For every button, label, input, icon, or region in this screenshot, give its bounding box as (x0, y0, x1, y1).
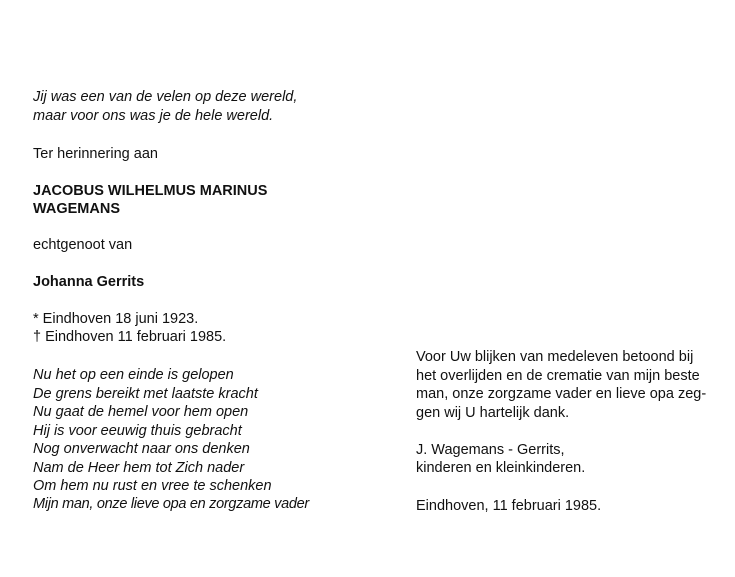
family-line-2: kinderen en kleinkinderen. (416, 460, 586, 476)
poem-line-4: Hij is voor eeuwig thuis gebracht (33, 423, 242, 439)
place-date: Eindhoven, 11 februari 1985. (416, 498, 602, 514)
death-line: † Eindhoven 11 februari 1985. (33, 329, 227, 345)
poem-line-2: De grens bereikt met laatste kracht (33, 386, 258, 402)
intro-text: Ter herinnering aan (33, 146, 158, 162)
family-line-1: J. Wagemans - Gerrits, (416, 442, 565, 458)
spouse-intro: echtgenoot van (33, 237, 133, 253)
poem-line-1: Nu het op een einde is gelopen (33, 367, 234, 383)
poem-line-7: Om hem nu rust en vree te schenken (33, 478, 272, 494)
deceased-name-line-1: JACOBUS WILHELMUS MARINUS (33, 183, 268, 199)
thanks-line-3: man, onze zorgzame vader en lieve opa zeg- (416, 386, 707, 402)
spouse-name: Johanna Gerrits (33, 274, 145, 290)
opening-line-2: maar voor ons was je de hele wereld. (33, 108, 274, 124)
poem-line-3: Nu gaat de hemel voor hem open (33, 404, 249, 420)
poem-line-8: Mijn man, onze lieve opa en zorgzame vader (33, 496, 309, 512)
thanks-line-1: Voor Uw blijken van medeleven betoond bij (416, 349, 694, 365)
poem-line-5: Nog onverwacht naar ons denken (33, 441, 250, 457)
birth-line: * Eindhoven 18 juni 1923. (33, 311, 199, 327)
opening-line-1: Jij was een van de velen op deze wereld, (33, 89, 298, 105)
thanks-line-4: gen wij U hartelijk dank. (416, 405, 570, 421)
thanks-line-2: het overlijden en de crematie van mijn beste (416, 368, 700, 384)
deceased-name-line-2: WAGEMANS (33, 201, 120, 217)
poem-line-6: Nam de Heer hem tot Zich nader (33, 460, 245, 476)
